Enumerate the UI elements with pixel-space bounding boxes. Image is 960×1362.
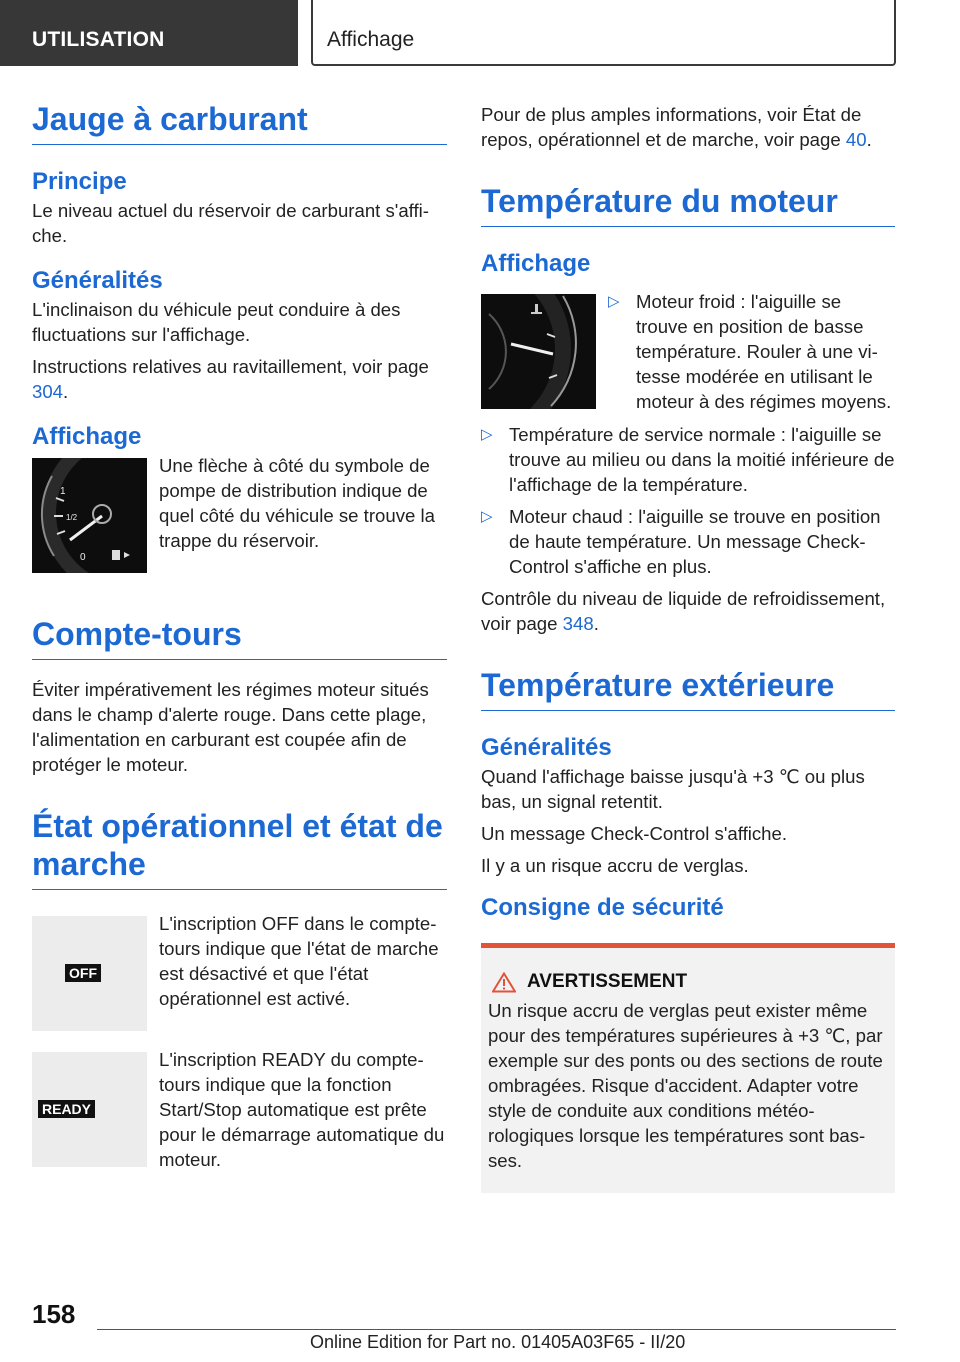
engine-temp-gauge-image (481, 294, 596, 409)
state-reference (481, 102, 895, 152)
general-text: L'inclinaison du véhicule peut conduire à des fluctuations sur l'affichage. (32, 299, 401, 345)
filler-side-arrow-icon (124, 552, 130, 558)
temperature-dial-icon (481, 294, 596, 409)
operating-state-title: État opérationnel et état de marche (32, 807, 447, 890)
outside-text-2: Un message Check-Control s'affiche. (481, 823, 788, 844)
general-heading: Généralités (32, 267, 163, 294)
warning-header (488, 970, 887, 994)
tachometer-text: Éviter impérativement les régimes moteur situés dans le champ d'alerte rouge. Dans cette plage, l'alimentation en carburant est coupée afin de protéger le moteur. (32, 679, 429, 775)
engine-temperature-title: Température du moteur (481, 182, 895, 227)
outside-text-1: Quand l'affichage baisse jusqu'à +3 ℃ ou plus bas, un signal retentit. (481, 766, 865, 812)
ready-text: L'inscription READY du compte-tours indique que la fonction Start/Stop automatique est prête pour le démarrage automatique du moteur. (159, 1049, 445, 1170)
coolant-symbol-icon (535, 304, 538, 313)
refuel-reference-end: . (63, 381, 69, 402)
fuel-display-heading: Affichage (32, 423, 142, 450)
fuel-display-text: Une flèche à côté du symbole de pompe de distribution indique de quel côté du véhicule se trouve la trappe du réservoir. (159, 455, 435, 551)
outside-temperature-title: Température extérieure (481, 666, 895, 711)
page-number: 158 (32, 1299, 76, 1329)
page-link-348[interactable]: 348 (562, 613, 594, 634)
page-link-40[interactable]: 40 (845, 129, 867, 150)
off-indicator-image (32, 916, 147, 1031)
ready-block (32, 1049, 447, 1172)
engine-temp-block (481, 291, 895, 414)
coolant-reference-end: . (593, 613, 599, 634)
outside-text-3: Il y a un risque accru de verglas. (481, 855, 749, 876)
list-item (608, 289, 895, 414)
list-item-text: Moteur chaud : l'aiguille se trouve en position de haute température. Un message Check-Control s'affiche en plus. (509, 506, 881, 577)
coolant-reference (481, 586, 895, 636)
gauge-label-empty: 0 (80, 552, 86, 563)
footer-edition: Online Edition for Part no. 01405A03F65 - II/20 (310, 1332, 686, 1352)
chapter-title: Affichage (327, 28, 415, 51)
section-title: UTILISATION (32, 28, 165, 51)
triangle-bullet-icon: ▷ (608, 293, 620, 310)
right-column (481, 100, 895, 1193)
warning-triangle-icon (492, 972, 516, 993)
footer-divider (97, 1329, 896, 1330)
state-reference-text: Pour de plus amples informations, voir État de repos, opérationnel et de marche, voir page (481, 104, 862, 150)
list-item (481, 422, 895, 497)
page-link-304[interactable]: 304 (32, 381, 64, 402)
list-item-text: Moteur froid : l'aiguille se trouve en position de basse température. Rouler à une vi‐tesse modérée en utilisant le moteur à des régimes moyens. (636, 291, 892, 412)
refuel-reference-text: Instructions relatives au ravitaillement, voir page (32, 356, 429, 377)
coolant-reference-text: Contrôle du niveau de liquide de refroidissement, voir page (481, 588, 886, 634)
warning-text: Un risque accru de verglas peut exister même pour des températures supérieures à +3 ℃, par exemple sur des ponts ou des sections de route ombragées. Risque d'accident. Adapter votre style de conduite aux conditions météo‐rologiques lorsque les températures sont bas‐ses. (488, 1000, 883, 1171)
warning-box (481, 943, 895, 1193)
ready-indicator-image (32, 1052, 147, 1167)
list-item (481, 504, 895, 579)
principle-heading: Principe (32, 168, 127, 195)
engine-temp-list (608, 289, 895, 414)
safety-heading: Consigne de sécurité (481, 894, 724, 921)
triangle-bullet-icon: ▷ (481, 426, 493, 443)
off-block (32, 913, 447, 1031)
off-text: L'inscription OFF dans le compte-tours indique que l'état de marche est désactivé et que l'état opérationnel est activé. (159, 913, 439, 1009)
section-tab (0, 0, 298, 66)
fuel-gauge-image (32, 458, 147, 573)
fuel-gauge-dial-icon (32, 458, 147, 573)
chapter-tab (311, 0, 896, 66)
engine-temp-display-heading: Affichage (481, 250, 591, 277)
triangle-bullet-icon: ▷ (481, 508, 493, 525)
off-tag: OFF (65, 964, 101, 982)
gauge-label-full: 1 (60, 486, 66, 497)
list-item-text: Température de service normale : l'aiguille se trouve au milieu ou dans la moitié inférieure de l'affichage de la température. (509, 424, 895, 495)
refuel-reference (32, 354, 447, 404)
tachometer-title: Compte-tours (32, 615, 447, 660)
fuel-display-block (32, 455, 447, 573)
fuel-pump-icon (112, 550, 120, 560)
engine-temp-list-continued (481, 422, 895, 579)
left-column (32, 100, 447, 1172)
ready-tag: READY (38, 1100, 95, 1118)
outside-general-heading: Généralités (481, 734, 612, 761)
principle-text: Le niveau actuel du réservoir de carburant s'affi‐che. (32, 200, 429, 246)
warning-title: AVERTISSEMENT (527, 971, 688, 992)
gauge-label-half: 1/2 (66, 513, 78, 522)
fuel-gauge-title: Jauge à carburant (32, 100, 447, 145)
state-reference-end: . (866, 129, 872, 150)
